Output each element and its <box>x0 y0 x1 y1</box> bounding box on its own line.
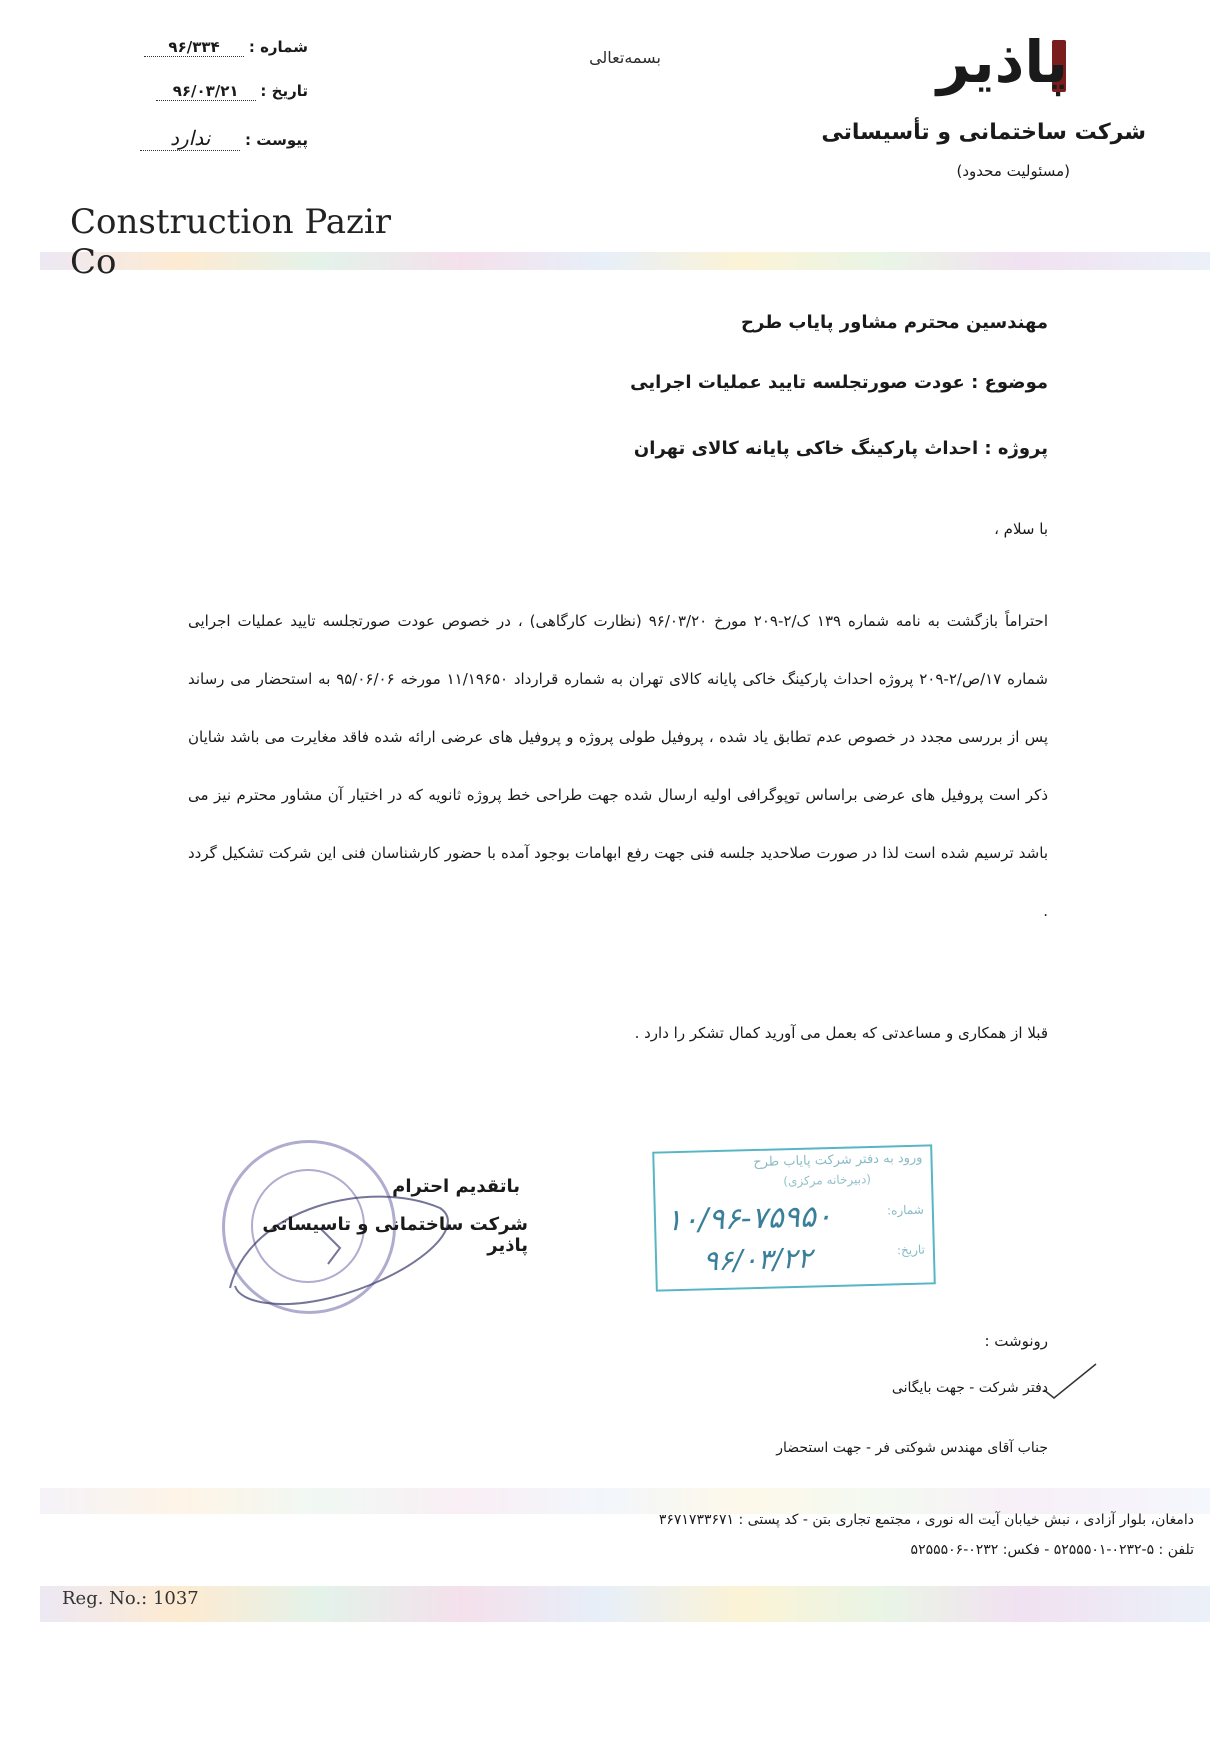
stamp-subtitle: (دبیرخانه مرکزی) <box>783 1171 872 1189</box>
receipt-stamp <box>652 1144 936 1291</box>
footer-phone: تلفن : ۵-۰۲۳۲-۵۲۵۵۵۰۱ - فکس: ۰۲۳۲-۵۲۵۵۵۰۶ <box>910 1542 1194 1558</box>
company-liability: (مسئولیت محدود) <box>956 162 1070 180</box>
letter-attachment-label: پیوست : <box>244 131 308 149</box>
letter-date-label: تاریخ : <box>260 82 308 100</box>
letter-date <box>98 82 308 101</box>
bismillah: بسمه‌تعالی <box>589 48 661 67</box>
project: پروژه : احداث پارکینگ خاکی پایانه کالای تهران <box>633 438 1048 459</box>
letter-number-value: ۹۶/۳۳۴ <box>144 38 244 57</box>
checkmark-icon <box>1040 1360 1100 1400</box>
company-name-en: Construction Pazir Co <box>70 202 392 282</box>
subject: موضوع : عودت صورتجلسه تایید عملیات اجرایی <box>630 372 1048 393</box>
copy-item: جناب آقای مهندس شوکتی فر - جهت استحضار <box>776 1440 1048 1456</box>
closing: قبلا از همکاری و مساعدتی که بعمل می آورید کمال تشکر را دارد . <box>634 1024 1048 1042</box>
footer-band-upper <box>40 1488 1210 1514</box>
letter-body: احتراماً بازگشت به نامه شماره ۱۳۹ ک/۲-۲۰۹ مورخ ۹۶/۰۳/۲۰ (نظارت کارگاهی) ، در خصوص عودت صورتجلسه تایید عملیات اجرایی شماره ۱۷/ص/۲-۲۰۹ پروژه احداث پارکینگ خاکی پایانه کالای تهران به شماره قرارداد ۱۱/۱۹۶۵۰ مورخه ۹۵/۰۶/۰۶ به استحضار می رساند پس از بررسی مجدد در خصوص عدم تطابق یاد شده ، پروفیل طولی پروژه و پروفیل های عرضی ارائه شده فاقد مغایرت می باشد شایان ذکر است پروفیل های عرضی براساس توپوگرافی اولیه ارسال شده جهت طراحی خط پروژه ثانویه که در اختیار آن مشاور محترم نیز می باشد ترسیم شده است لذا در صورت صلاحدید جلسه فنی جهت رفع ابهامات بوجود آمده با حضور کارشناسان فنی این شرکت تشکیل گردد . <box>188 612 1048 920</box>
stamp-date-label: تاریخ: <box>896 1242 926 1258</box>
recipient: مهندسین محترم مشاور پایاب طرح <box>741 312 1048 333</box>
letter-number <box>98 38 308 57</box>
company-logo: پاذیر <box>936 28 1068 96</box>
registration-number: Reg. No.: 1037 <box>62 1588 199 1609</box>
copies-title: رونوشت : <box>984 1332 1048 1350</box>
stamp-title: ورود به دفتر شرکت پایاب طرح <box>753 1150 923 1171</box>
letter-attachment-value: ندارد <box>140 126 240 151</box>
company-name-fa: شرکت ساختمانی و تأسیساتی <box>821 120 1146 145</box>
letter-number-label: شماره : <box>248 38 308 56</box>
stamp-number-label: شماره: <box>886 1202 925 1218</box>
copy-item: دفتر شرکت - جهت بایگانی <box>891 1380 1048 1396</box>
signature-company: شرکت ساختمانی و تاسیساتی پاذیر <box>262 1214 528 1256</box>
stamp-number-value: ۱۰/۹۶-۷۵۹۵۰ <box>665 1199 833 1239</box>
letter-attachment <box>98 126 308 151</box>
footer-address: دامغان، بلوار آزادی ، نبش خیابان آیت اله نوری ، مجتمع تجاری بتن - کد پستی : ۳۶۷۱۷۳۳۶۷۱ <box>658 1512 1194 1528</box>
stamp-date-value: ۹۶/۰۳/۲۲ <box>702 1241 813 1278</box>
greeting: با سلام ، <box>994 520 1048 538</box>
signature-respect: باتقدیم احترام <box>392 1176 520 1197</box>
letter-date-value: ۹۶/۰۳/۲۱ <box>156 82 256 101</box>
